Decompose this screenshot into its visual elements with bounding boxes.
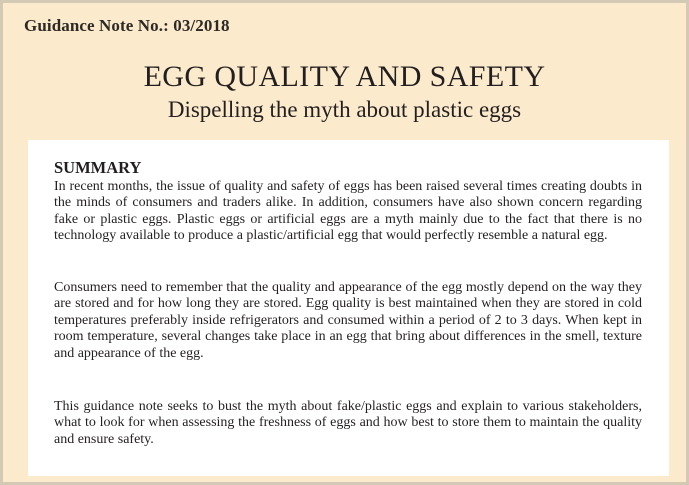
- summary-heading: SUMMARY: [54, 158, 142, 177]
- summary-panel: [28, 140, 669, 476]
- document-subtitle: Dispelling the myth about plastic eggs: [167, 97, 522, 122]
- document-title: EGG QUALITY AND SAFETY: [143, 60, 546, 93]
- guidance-note-number: Guidance Note No.: 03/2018: [24, 16, 230, 35]
- summary-paragraph-2: Consumers need to remember that the quality and appearance of the egg mostly depend on the way they are stored and for how long they are stored. Egg quality is best maintained when they are stored in cold temperatures preferably inside refrigerators and consumed within a period of 2 to 3 days. When kept in room temperature, several changes take place in an egg that bring about differences in the smell, texture and appearance of the egg.: [54, 280, 642, 361]
- summary-paragraph-1: In recent months, the issue of quality and safety of eggs has been raised several times creating doubts in the minds of consumers and traders alike. In addition, consumers have also shown concern regarding fake or plastic eggs. Plastic eggs or artificial eggs are a myth mainly due to the fact that there is no technology available to produce a plastic/artificial egg that would perfectly resemble a natural egg.: [54, 179, 642, 244]
- summary-paragraph-3: This guidance note seeks to bust the myth about fake/plastic eggs and explain to various stakeholders, what to look for when assessing the freshness of eggs and how best to store them to maintain the quality and ensure safety.: [54, 399, 642, 447]
